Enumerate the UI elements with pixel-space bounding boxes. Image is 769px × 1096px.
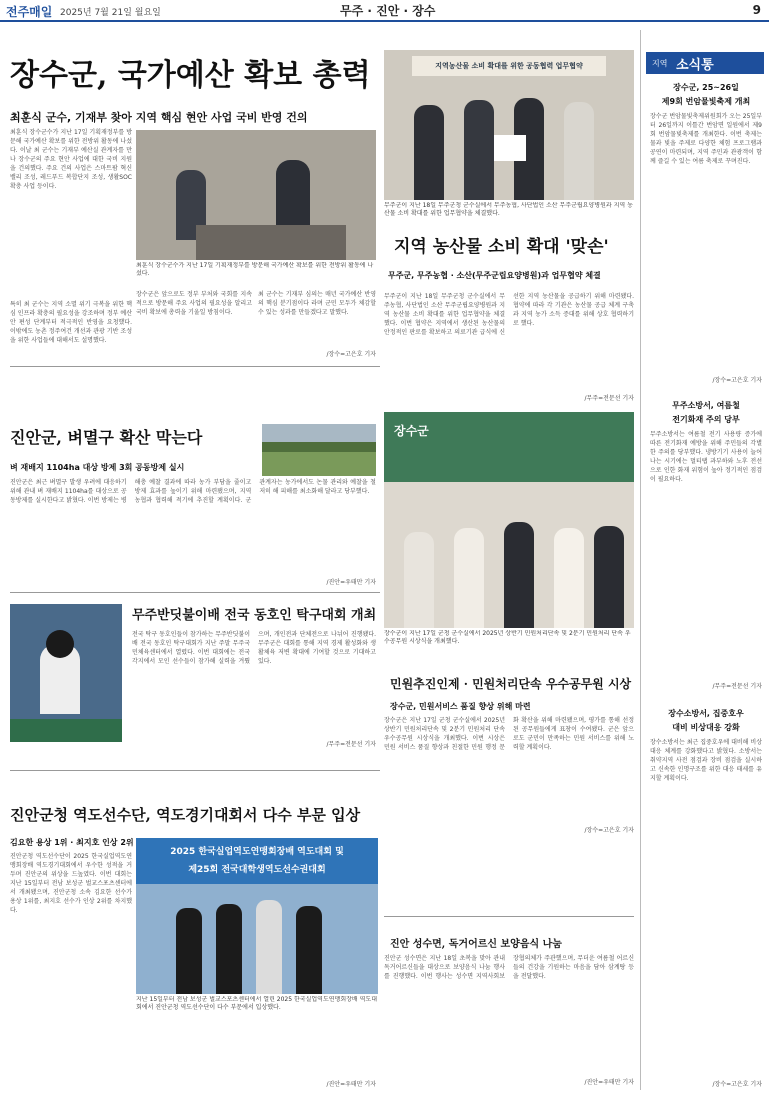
mou-banner: 지역농산물 소비 확대를 위한 공동협력 업무협약 <box>412 56 606 76</box>
award-caption: 장수군이 지난 17일 군청 군수실에서 2025년 상반기 민원처리단속 및 2분기 민원처리 단속 우수공무원 시상식을 개최했다. <box>384 630 631 645</box>
weightlifting-caption: 지난 15일부터 전남 보성군 벌교스포츠센터에서 열린 2025 한국실업역도연맹회장배 역도대회에서 진안군청 역도선수단이 다수 부문에서 입상했다. <box>136 996 378 1011</box>
sidebar-item-3-byline: /장수=고은호 기자 <box>712 1081 762 1088</box>
weightlifting-banner-line2: 제25회 전국대학생역도선수권대회 <box>188 865 326 875</box>
mou-body: 무주군이 지난 18일 무주군청 군수실에서 무주농협, 사단법인 소산 무주군립요양병원과 지역 농산물 소비 확대를 위한 업무협약을 체결했다. 이번 협약은 지역에서 생산된 농산물의 안정적인 판로를 확보하고 의료기관 급식에 신선한 지역 농산물을 공급하기 위해 마련됐다. 협약에 따라 각 기관은 농산물 공급 체계 구축과 지역 농가 소득 증대를 위해 상호 협력하기로 했다. <box>384 293 634 336</box>
jinan-headline: 진안군, 벼멸구 확산 막는다 <box>10 428 203 447</box>
newspaper-logo: 전주매일 <box>6 5 53 19</box>
section-title: 무주 · 진안 · 장수 <box>340 4 436 18</box>
sidebar-item-1-title1: 장수군, 25~26일 <box>673 83 739 92</box>
lunch-body: 진안군 성수면은 지난 18일 초복을 맞아 관내 독거어르신들을 대상으로 보양음식 나눔 행사를 진행했다. 이번 행사는 성수면 지역사회보장협의체가 주관했으며, 무더운 여름철 어르신들의 건강을 기원하는 마음을 담아 삼계탕 등을 전달했다. <box>384 955 634 980</box>
sidebar-item-1-body: 장수군 번암물빛축제위원회가 오는 25일부터 26일까지 이틀간 번암면 일원에서 제9회 번암물빛축제를 개최한다. 이번 축제는 물과 빛을 주제로 다양한 체험 프로그램과 공연이 마련되며, 지역 주민과 관광객이 함께 즐길 수 있는 여름 축제로 꾸며진다. <box>650 113 762 165</box>
divider <box>384 916 634 917</box>
divider <box>10 592 380 593</box>
weightlifting-banner-line1: 2025 한국실업역도연맹회장배 역도대회 및 <box>170 847 344 857</box>
page-header <box>0 0 769 22</box>
jinan-body: 진안군은 최근 벼멸구 발생 우려에 대응하기 위해 관내 벼 재배지 1104ha를 대상으로 공동방제를 실시한다고 밝혔다. 이번 방제는 병해충 예찰 결과에 따라 농가 부담을 줄이고 방제 효과를 높이기 위해 마련됐으며, 지역 농협과 협력해 적기에 추진할 계획이다. 군 관계자는 농가에서도 논물 관리와 예찰을 철저히 해 피해를 최소화해 달라고 당부했다. <box>10 479 376 504</box>
weightlifting-byline: /진안=우태만 기자 <box>326 1081 376 1088</box>
lunch-byline: /진안=우태만 기자 <box>584 1079 634 1086</box>
issue-date: 2025년 7월 21일 월요일 <box>60 8 161 18</box>
lead-byline: /장수=고은호 기자 <box>326 351 376 358</box>
mou-byline: /무주=전문선 기자 <box>584 395 634 402</box>
sidebar-item-2-title2: 전기화재 주의 당부 <box>672 415 740 424</box>
sidebar-item-2-title1: 무주소방서, 여름철 <box>672 401 740 410</box>
rice-field-photo <box>262 424 376 476</box>
sidebar-divider <box>640 30 641 1090</box>
lead-headline: 장수군, 국가예산 확보 총력 <box>10 58 371 93</box>
pingpong-photo <box>10 604 122 742</box>
lead-photo <box>136 130 376 260</box>
sidebar-item-2-body: 무주소방서는 여름철 전기 사용량 증가에 따른 전기화재 예방을 위해 주민들의 각별한 주의를 당부했다. 냉방기기 사용이 늘어나는 시기에는 멀티탭 과부하와 노후 전선으로 인한 화재 위험이 높아 정기적인 점검이 필요하다. <box>650 431 762 483</box>
mou-subhead: 무주군, 무주농협 · 소산(무주군립요양병원)과 업무협약 체결 <box>388 271 601 280</box>
weightlifting-headline: 진안군청 역도선수단, 역도경기대회서 다수 부문 입상 <box>10 806 361 824</box>
jinan-byline: /진안=우태만 기자 <box>326 579 376 586</box>
sidebar-title: 소식통 <box>676 58 714 73</box>
sidebar-item-3-title1: 장수소방서, 집중호우 <box>668 709 744 718</box>
sidebar-item-3-body: 장수소방서는 최근 집중호우에 대비해 비상대응 체계를 강화했다고 밝혔다. 소방서는 취약지역 사전 점검과 장비 점검을 실시하고 신속한 인명구조를 위한 대응 태세를 유지할 계획이다. <box>650 739 762 782</box>
weightlifting-body: 진안군청 역도선수단이 2025 한국실업역도연맹회장배 역도경기대회에서 우수한 성적을 거두며 진안군의 위상을 드높였다. 이번 대회는 지난 15일부터 전남 보성군 벌교스포츠센터에서 개최됐으며, 진안군청 소속 김요한 선수가 용상 1위를, 최지호 선수가 인상 2위를 차지했다. <box>10 853 132 914</box>
weightlifting-photo <box>136 838 378 994</box>
mou-caption: 무주군이 지난 18일 무주군청 군수실에서 무주농협, 사단법인 소산 무주군립요양병원과 지역 농산물 소비 확대를 위한 업무협약을 체결했다. <box>384 202 633 217</box>
sidebar-item-2-byline: /무주=전문선 기자 <box>712 683 762 690</box>
page-number: 9 <box>752 3 761 17</box>
pingpong-headline: 무주반딧불이배 전국 동호인 탁구대회 개최 <box>132 608 377 623</box>
lunch-headline: 진안 성수면, 독거어르신 보양음식 나눔 <box>390 939 562 950</box>
award-photo <box>384 412 634 628</box>
sidebar-item-3-title2: 대비 비상대응 강화 <box>672 723 740 732</box>
award-banner: 장수군 <box>394 424 429 438</box>
lead-body-col1: 최훈식 장수군수가 지난 17일 기획재정부를 방문해 국가예산 확보를 위한 전방위 활동에 나섰다. 이날 최 군수는 기재부 예산실 관계자를 만나 장수군의 주요 현안 사업에 대한 국비 지원을 건의했다. 주요 건의 사업은 스마트팜 혁신밸리 조성, 레드푸드 복합단지 조성, 생활SOC 확충 사업 등이다. <box>10 129 132 190</box>
mou-photo <box>384 50 634 200</box>
award-byline: /장수=고은호 기자 <box>584 827 634 834</box>
lead-body-col3: 장수군은 앞으로도 정부 부처와 국회를 지속적으로 방문해 주요 사업의 필요성을 알리고 국비 확보에 총력을 기울일 방침이다. <box>136 291 252 316</box>
lead-caption: 최훈식 장수군수가 지난 17일 기획재정부를 방문해 국가예산 확보를 위한 전방위 활동에 나섰다. <box>136 262 374 277</box>
sidebar-item-1-byline: /장수=고은호 기자 <box>712 377 762 384</box>
mou-headline: 지역 농산물 소비 확대 '맞손' <box>394 237 609 257</box>
award-body: 장수군은 지난 17일 군청 군수실에서 2025년 상반기 민원처리단속 및 2분기 민원처리 단속 우수공무원 시상식을 개최했다. 이번 시상은 민원 서비스 품질 향상과 친절한 민원 행정 문화 확산을 위해 마련됐으며, 평가를 통해 선정된 공무원들에게 표창이 수여됐다. 군은 앞으로도 군민이 만족하는 민원 서비스를 위해 노력할 계획이다. <box>384 717 634 751</box>
lead-subhead: 최훈식 군수, 기재부 찾아 지역 핵심 현안 사업 국비 반영 건의 <box>10 111 308 124</box>
pingpong-body: 전국 탁구 동호인들이 참가하는 무주반딧불이배 전국 동호인 탁구대회가 지난 주말 무주국민체육센터에서 열렸다. 이번 대회에는 전국 각지에서 모인 선수들이 참가해 실력을 겨뤘으며, 개인전과 단체전으로 나뉘어 진행됐다. 무주군은 대회를 통해 지역 경제 활성화와 생활체육 저변 확대에 기여할 것으로 기대하고 있다. <box>132 631 376 665</box>
divider <box>10 770 380 771</box>
sidebar-label: 지역 <box>652 59 668 68</box>
lead-body-col4: 최 군수는 기재부 심의는 매년 국가예산 반영의 핵심 분기점이다 라며 군민 모두가 체감할 수 있는 성과를 만들겠다고 말했다. <box>258 291 376 316</box>
sidebar-item-1-title2: 제9회 번암물빛축제 개최 <box>661 97 751 106</box>
award-headline: 민원추진인제 · 민원처리단속 우수공무원 시상 <box>390 677 632 691</box>
jinan-subhead: 벼 재배지 1104ha 대상 방제 3회 공동방제 실시 <box>10 463 185 472</box>
divider <box>10 366 380 367</box>
pingpong-byline: /무주=전문선 기자 <box>326 741 376 748</box>
sidebar-header <box>646 52 764 74</box>
weightlifting-subhead: 김요한 용상 1위 · 최지호 인상 2위 <box>10 838 134 847</box>
award-subhead: 장수군, 민원서비스 품질 향상 위해 마련 <box>390 702 531 711</box>
lead-body-col2: 특히 최 군수는 지역 소멸 위기 극복을 위한 핵심 인프라 확충의 필요성을 강조하며 정부 예산안 편성 단계부터 적극적인 반영을 요청했다. 이밖에도 농촌 정주여건 개선과 관광 기반 조성을 위한 사업들에 대해서도 설명했다. <box>10 301 132 344</box>
